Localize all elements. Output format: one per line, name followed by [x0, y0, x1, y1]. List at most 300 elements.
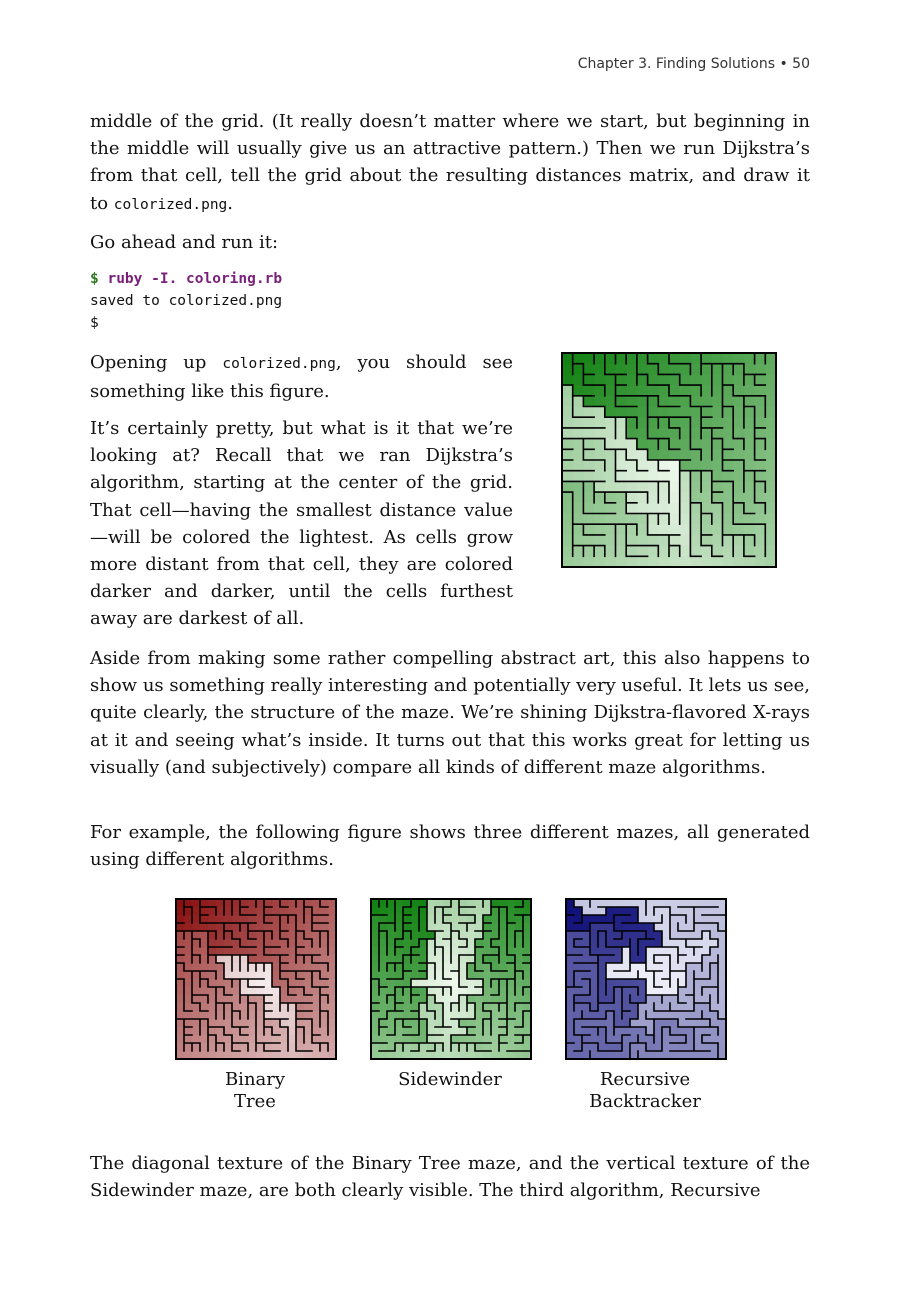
maze-cell	[648, 439, 659, 450]
maze-cell	[626, 439, 637, 450]
maze-cell	[744, 524, 755, 535]
caption-binary-tree: Binary Tree	[224, 1069, 286, 1112]
maze-cell	[701, 374, 712, 385]
maze-cell	[648, 417, 659, 428]
maze-cell	[594, 353, 605, 364]
maze-cell	[637, 396, 648, 407]
maze-cell	[562, 385, 573, 396]
maze-cell	[744, 481, 755, 492]
maze-cell	[594, 535, 605, 546]
maze-cell	[733, 449, 744, 460]
maze-cell	[755, 503, 766, 514]
maze-cell	[755, 535, 766, 546]
maze-cell	[605, 439, 616, 450]
maze-cell	[765, 556, 776, 567]
maze-cell	[648, 471, 659, 482]
maze-cell	[744, 503, 755, 514]
maze-cell	[690, 385, 701, 396]
maze-cell	[637, 481, 648, 492]
maze-cell	[723, 460, 734, 471]
paragraph-intro: middle of the grid. (It really doesn’t matter where we start, but beginning in the middle will usually give us an attractive pattern.) Then we run Dijkstra’s from that cell, tell the grid about the resulting distances matrix, and draw it to colorized.png.	[90, 111, 810, 214]
maze-cell	[701, 353, 712, 364]
maze-cell	[669, 364, 680, 375]
maze-cell	[637, 546, 648, 557]
maze-cell	[680, 524, 691, 535]
maze-cell	[765, 546, 776, 557]
maze-cell	[669, 481, 680, 492]
maze-cell	[701, 524, 712, 535]
maze-cell	[583, 449, 594, 460]
maze-cell	[765, 439, 776, 450]
maze-cell	[626, 546, 637, 557]
maze-cell	[701, 481, 712, 492]
maze-cell	[626, 503, 637, 514]
maze-cell	[605, 407, 616, 418]
maze-cell	[755, 514, 766, 525]
maze-cell	[723, 524, 734, 535]
maze-cell	[658, 535, 669, 546]
maze-cell	[712, 449, 723, 460]
maze-cell	[637, 407, 648, 418]
maze-cell	[733, 481, 744, 492]
maze-cell	[637, 417, 648, 428]
maze-cell	[669, 417, 680, 428]
maze-cell	[562, 535, 573, 546]
maze-cell	[562, 428, 573, 439]
maze-cell	[583, 471, 594, 482]
maze-cell	[701, 460, 712, 471]
maze-cell	[562, 449, 573, 460]
maze-cell	[626, 396, 637, 407]
maze-cell	[680, 428, 691, 439]
maze-cell	[701, 364, 712, 375]
maze-cell	[733, 407, 744, 418]
maze-cell	[669, 439, 680, 450]
maze-cell	[765, 396, 776, 407]
maze-cell	[605, 492, 616, 503]
maze-cell	[573, 524, 584, 535]
maze-cell	[605, 449, 616, 460]
maze-cell	[616, 556, 627, 567]
maze-cell	[594, 396, 605, 407]
maze-cell	[616, 481, 627, 492]
maze-cell	[755, 396, 766, 407]
maze-cell	[658, 439, 669, 450]
maze-cell	[701, 396, 712, 407]
maze-cell	[626, 535, 637, 546]
maze-cell	[690, 374, 701, 385]
maze-cell	[648, 385, 659, 396]
maze-cell	[712, 385, 723, 396]
maze-cell	[616, 514, 627, 525]
maze-cell	[594, 428, 605, 439]
maze-cell	[765, 514, 776, 525]
maze-cell	[583, 524, 594, 535]
maze-cell	[755, 439, 766, 450]
maze-cell	[658, 481, 669, 492]
recursive-backtracker-maze	[565, 898, 727, 1060]
maze-cell	[765, 481, 776, 492]
paragraph-abstract-art: Aside from making some rather compelling abstract art, this also happens to show us something really interesting and potentially very useful. It lets us see, quite clearly, the structure of the maze. We’re shining Dijkstra-flavored X-rays at it and seeing what’s inside. It turns out that this works great for letting us visually (and subjectively) compare all kinds of different maze algorithms.	[90, 648, 810, 778]
maze-cell	[594, 481, 605, 492]
maze-cell	[573, 546, 584, 557]
maze-cell	[637, 524, 648, 535]
maze-cell	[765, 492, 776, 503]
maze-cell	[658, 492, 669, 503]
maze-cell	[765, 449, 776, 460]
maze-cell	[637, 492, 648, 503]
maze-cell	[583, 428, 594, 439]
maze-cell	[712, 514, 723, 525]
maze-cell	[616, 535, 627, 546]
maze-cell	[605, 524, 616, 535]
maze-cell	[701, 407, 712, 418]
maze-cell	[616, 396, 627, 407]
maze-cell	[733, 364, 744, 375]
maze-cell	[605, 364, 616, 375]
maze-cell	[658, 471, 669, 482]
maze-cell	[573, 449, 584, 460]
maze-cell	[616, 407, 627, 418]
maze-cell	[765, 428, 776, 439]
maze-cell	[583, 546, 594, 557]
maze-cell	[605, 481, 616, 492]
maze-cell	[648, 449, 659, 460]
maze-cell	[594, 374, 605, 385]
maze-cell	[626, 492, 637, 503]
maze-cell	[594, 546, 605, 557]
maze-cell	[669, 471, 680, 482]
maze-cell	[669, 407, 680, 418]
maze-cell	[573, 439, 584, 450]
maze-cell	[669, 492, 680, 503]
maze-cell	[562, 503, 573, 514]
maze-cell	[701, 492, 712, 503]
maze-cell	[594, 407, 605, 418]
maze-cell	[701, 556, 712, 567]
maze-cell	[712, 546, 723, 557]
maze-cell	[690, 492, 701, 503]
maze-cell	[637, 439, 648, 450]
maze-cell	[733, 492, 744, 503]
maze-cell	[616, 460, 627, 471]
maze-cell	[690, 556, 701, 567]
maze-cell	[723, 449, 734, 460]
maze-cell	[733, 460, 744, 471]
maze-cell	[701, 471, 712, 482]
maze-cell	[637, 514, 648, 525]
paragraph-run: Go ahead and run it:	[90, 232, 279, 253]
maze-cell	[733, 503, 744, 514]
maze-cell	[562, 374, 573, 385]
maze-cell	[637, 460, 648, 471]
maze-cell	[669, 353, 680, 364]
maze-cell	[658, 374, 669, 385]
maze-cell	[680, 481, 691, 492]
maze-cell	[616, 353, 627, 364]
maze-cell	[573, 503, 584, 514]
maze-cell	[755, 460, 766, 471]
maze-cell	[701, 546, 712, 557]
maze-cell	[605, 428, 616, 439]
maze-cell	[605, 471, 616, 482]
maze-cell	[723, 417, 734, 428]
caption-recursive-backtracker: Recursive Backtracker	[589, 1069, 701, 1112]
maze-cell	[755, 353, 766, 364]
maze-cell	[690, 428, 701, 439]
maze-cell	[648, 481, 659, 492]
colorized-maze-figure	[561, 352, 777, 568]
maze-cell	[744, 407, 755, 418]
maze-cell	[690, 439, 701, 450]
maze-cell	[712, 353, 723, 364]
maze-cell	[562, 364, 573, 375]
maze-cell	[658, 407, 669, 418]
maze-cell	[723, 471, 734, 482]
maze-cell	[690, 417, 701, 428]
maze-cell	[712, 407, 723, 418]
paragraph-opening: Opening up colorized.png, you should see something like this figure.	[90, 352, 513, 403]
maze-cell	[616, 385, 627, 396]
maze-cell	[733, 396, 744, 407]
maze-cell	[648, 514, 659, 525]
maze-cell	[680, 353, 691, 364]
maze-cell	[669, 460, 680, 471]
maze-cell	[573, 535, 584, 546]
maze-cell	[648, 364, 659, 375]
maze-cell	[744, 535, 755, 546]
maze-cell	[723, 353, 734, 364]
maze-cell	[701, 503, 712, 514]
maze-cell	[616, 503, 627, 514]
maze-cell	[723, 556, 734, 567]
maze-cell	[637, 385, 648, 396]
maze-cell	[723, 514, 734, 525]
maze-cell	[712, 524, 723, 535]
maze-cell	[637, 503, 648, 514]
maze-cell	[701, 439, 712, 450]
maze-cell	[648, 460, 659, 471]
maze-cell	[658, 546, 669, 557]
maze-cell	[583, 481, 594, 492]
maze-cell	[744, 374, 755, 385]
maze-cell	[616, 546, 627, 557]
maze-cell	[637, 471, 648, 482]
maze-cell	[616, 428, 627, 439]
maze-cell	[733, 524, 744, 535]
maze-cell	[616, 492, 627, 503]
maze-cell	[744, 556, 755, 567]
maze-cell	[669, 385, 680, 396]
maze-cell	[573, 353, 584, 364]
maze-cell	[573, 556, 584, 567]
caption-sidewinder: Sidewinder	[398, 1069, 502, 1090]
maze-cell	[765, 524, 776, 535]
maze-cell	[755, 407, 766, 418]
maze-cell	[648, 503, 659, 514]
maze-cell	[658, 460, 669, 471]
maze-cell	[562, 492, 573, 503]
maze-cell	[744, 492, 755, 503]
maze-cell	[680, 417, 691, 428]
maze-cell	[680, 385, 691, 396]
maze-cell	[573, 385, 584, 396]
maze-cell	[755, 556, 766, 567]
maze-cell	[723, 503, 734, 514]
maze-cell	[573, 407, 584, 418]
maze-cell	[680, 439, 691, 450]
maze-cell	[712, 374, 723, 385]
maze-cell	[648, 428, 659, 439]
maze-cell	[605, 546, 616, 557]
filename: colorized.png	[222, 356, 336, 372]
maze-cell	[680, 535, 691, 546]
maze-cell	[765, 471, 776, 482]
maze-cell	[605, 353, 616, 364]
maze-cell	[583, 439, 594, 450]
maze-cell	[712, 556, 723, 567]
maze-cell	[680, 556, 691, 567]
maze-cell	[680, 374, 691, 385]
maze-cell	[637, 535, 648, 546]
maze-cell	[616, 471, 627, 482]
maze-cell	[648, 353, 659, 364]
maze-cell	[594, 417, 605, 428]
maze-cell	[744, 546, 755, 557]
maze-cell	[626, 417, 637, 428]
maze-cell	[594, 439, 605, 450]
maze-cell	[626, 524, 637, 535]
maze-cell	[605, 503, 616, 514]
maze-cell	[648, 546, 659, 557]
maze-cell	[669, 396, 680, 407]
maze-cell	[723, 492, 734, 503]
maze-cell	[669, 374, 680, 385]
maze-cell	[755, 428, 766, 439]
maze-cell	[658, 385, 669, 396]
maze-cell	[626, 364, 637, 375]
paragraph-explanation: It’s certainly pretty, but what is it that we’re looking at? Recall that we ran Dijkstra’s algorithm, starting at the center of the grid. That cell—having the smallest distance value—will be colored the lightest. As cells grow more distant from that cell, they are colored darker and darker, until the cells furthest away are darkest of all.	[90, 418, 513, 630]
maze-cell	[669, 514, 680, 525]
maze-cell	[690, 481, 701, 492]
maze-cell	[765, 503, 776, 514]
maze-cell	[562, 556, 573, 567]
maze-cell	[594, 492, 605, 503]
maze-cell	[648, 492, 659, 503]
maze-cell	[605, 556, 616, 567]
maze-cell	[583, 396, 594, 407]
maze-cell	[594, 524, 605, 535]
maze-cell	[594, 364, 605, 375]
maze-cell	[637, 364, 648, 375]
maze-cell	[562, 439, 573, 450]
maze-cell	[765, 353, 776, 364]
maze-cell	[723, 439, 734, 450]
maze-cell	[573, 514, 584, 525]
maze-cell	[594, 514, 605, 525]
maze-cell	[658, 396, 669, 407]
maze-cell	[755, 417, 766, 428]
maze-cell	[733, 514, 744, 525]
maze-cell	[594, 556, 605, 567]
maze-cell	[583, 514, 594, 525]
maze-cell	[562, 353, 573, 364]
maze-cell	[680, 460, 691, 471]
maze-cell	[626, 449, 637, 460]
maze-cell	[690, 546, 701, 557]
maze-cell	[712, 396, 723, 407]
maze-cell	[605, 374, 616, 385]
maze-cell	[755, 471, 766, 482]
maze-cell	[680, 449, 691, 460]
maze-cell	[690, 514, 701, 525]
maze-cell	[573, 374, 584, 385]
maze-cell	[594, 503, 605, 514]
maze-cell	[669, 546, 680, 557]
maze-cell	[594, 460, 605, 471]
maze-cell	[626, 460, 637, 471]
maze-cell	[680, 492, 691, 503]
maze-cell	[701, 449, 712, 460]
maze-cell	[658, 428, 669, 439]
maze-cell	[637, 556, 648, 567]
maze-cell	[723, 407, 734, 418]
maze-cell	[648, 396, 659, 407]
paragraph-textures: The diagonal texture of the Binary Tree maze, and the vertical texture of the Sidewinder maze, are both clearly visible. The third algorithm, Recursive	[90, 1153, 810, 1202]
maze-cell	[733, 374, 744, 385]
maze-cell	[765, 407, 776, 418]
maze-cell	[669, 503, 680, 514]
maze-cell	[626, 514, 637, 525]
paragraph-example: For example, the following figure shows three different mazes, all generated using different algorithms.	[90, 822, 810, 871]
maze-cell	[583, 535, 594, 546]
maze-cell	[744, 353, 755, 364]
filename: colorized.png	[113, 196, 228, 213]
maze-cell	[755, 546, 766, 557]
maze-cell	[562, 514, 573, 525]
maze-cell	[733, 385, 744, 396]
maze-cell	[573, 428, 584, 439]
maze-cell	[605, 417, 616, 428]
maze-cell	[733, 353, 744, 364]
maze-cell	[562, 524, 573, 535]
maze-cell	[765, 374, 776, 385]
maze-cell	[562, 396, 573, 407]
maze-cell	[626, 385, 637, 396]
maze-cell	[755, 385, 766, 396]
maze-cell	[562, 546, 573, 557]
maze-cell	[616, 524, 627, 535]
maze-cell	[690, 460, 701, 471]
maze-cell	[712, 492, 723, 503]
maze-cell	[605, 514, 616, 525]
maze-cell	[594, 471, 605, 482]
maze-cell	[723, 396, 734, 407]
maze-cell	[626, 428, 637, 439]
maze-cell	[583, 364, 594, 375]
maze-cell	[562, 471, 573, 482]
maze-cell	[680, 407, 691, 418]
code-block: $ ruby -I. coloring.rb saved to colorized.png $	[90, 271, 283, 331]
maze-cell	[765, 417, 776, 428]
maze-cell	[755, 449, 766, 460]
maze-cell	[744, 439, 755, 450]
maze-cell	[733, 428, 744, 439]
maze-cell	[648, 556, 659, 567]
running-head: Chapter 3. Finding Solutions • 50	[577, 56, 810, 72]
maze-cell	[765, 535, 776, 546]
maze-cell	[690, 396, 701, 407]
